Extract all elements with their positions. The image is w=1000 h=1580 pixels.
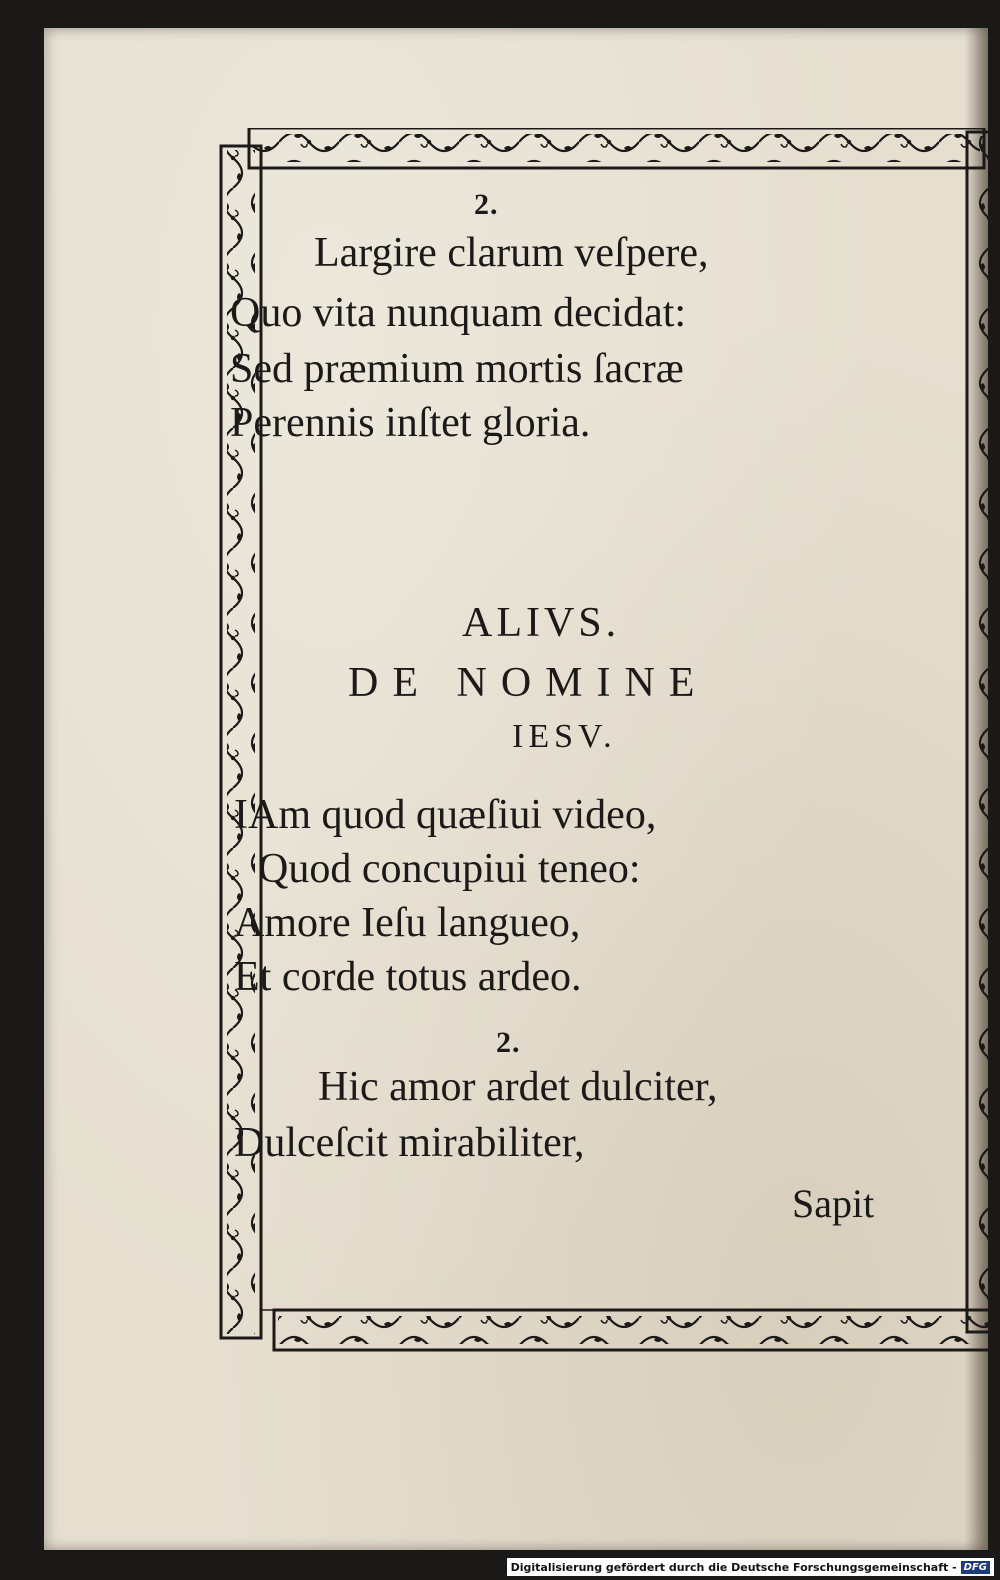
verse-line: Amore Ieſu langueo, [234, 900, 581, 946]
verse-line: Quod concupiui teneo: [258, 846, 641, 892]
section-heading: ALIVS. [462, 600, 621, 646]
verse-line: Quo vita nunquam decidat: [230, 290, 687, 336]
catchword: Sapit [792, 1181, 875, 1226]
credit-text: Digitalisierung gefördert durch die Deutsche Forschungsgemeinschaft - [510, 1560, 957, 1574]
digitization-credit [507, 1558, 994, 1576]
stanza-number: 2. [496, 1026, 521, 1059]
verse-line: Dulceſcit mirabiliter, [234, 1120, 585, 1166]
verse-line: Largire clarum veſpere, [314, 230, 709, 276]
dfg-logo: DFG [961, 1561, 990, 1574]
verse-line: Sed præmium mortis ſacræ [230, 346, 684, 392]
verse-line: Perennis inſtet gloria. [230, 400, 591, 446]
section-subheading: DE NOMINE [348, 660, 709, 706]
section-subheading-name: IESV. [512, 718, 617, 755]
verse-line: Hic amor ardet dulciter, [318, 1064, 718, 1110]
verse-line: IAm quod quæſiui video, [234, 792, 657, 838]
stanza-number: 2. [474, 188, 499, 221]
verse-line: Et corde totus ardeo. [234, 954, 582, 1000]
